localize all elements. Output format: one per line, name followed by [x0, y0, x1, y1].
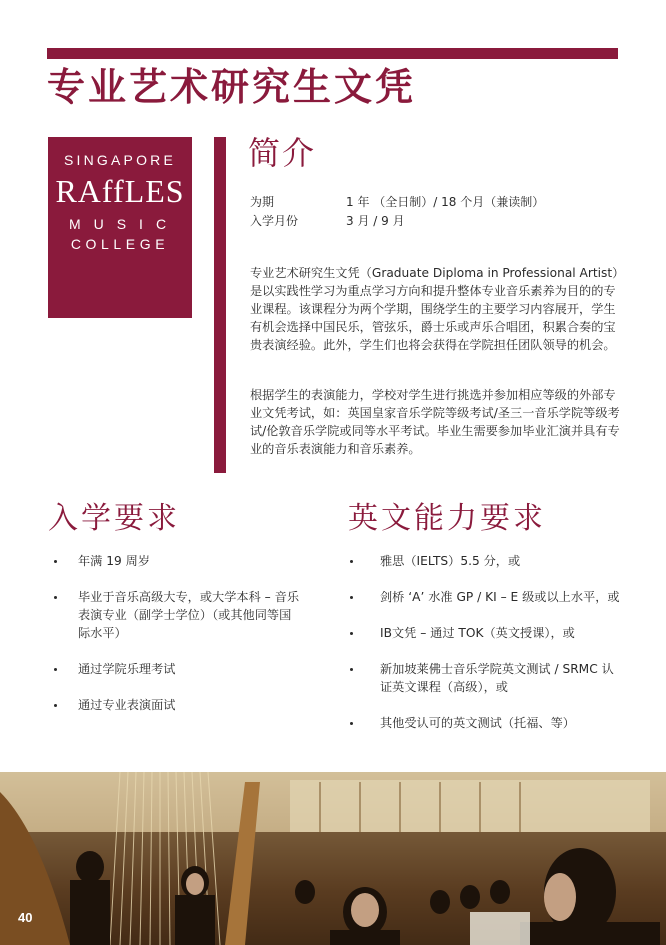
page-title: 专业艺术研究生文凭 — [47, 64, 417, 109]
admission-heading: 入学要求 — [48, 501, 180, 536]
list-item: 毕业于音乐高级大专，或大学本科 – 音乐表演专业（副学士学位）（或其他同等国际水平） — [52, 588, 302, 642]
english-list — [348, 552, 620, 750]
list-item: 新加坡莱佛士音乐学院英文测试 / SRMC 认证英文课程（高级），或 — [348, 660, 620, 696]
logo-text-college: COLLEGE — [70, 236, 170, 252]
logo-text-music: MUSIC — [68, 216, 180, 232]
list-item: IB文凭 – 通过 TOK（英文授课），或 — [348, 624, 620, 642]
list-item: 年满 19 周岁 — [52, 552, 302, 570]
admission-list — [52, 552, 302, 732]
course-info — [250, 193, 544, 231]
list-item: 其他受认可的英文测试（托福、等） — [348, 714, 620, 732]
list-item: 通过学院乐理考试 — [52, 660, 302, 678]
top-accent-bar — [47, 48, 618, 59]
intro-paragraph-2: 根据学生的表演能力，学校对学生进行挑选并参加相应等级的外部专业文凭考试，如：英国皇家音乐学院等级考试/圣三一音乐学院等级考试/伦敦音乐学院或同等水平考试。毕业生需要参加毕业汇演并具有专业的音乐表演能力和音乐素养。 — [250, 388, 620, 456]
logo-text-raffles: RAffLES — [55, 173, 185, 209]
duration-row — [250, 193, 544, 212]
intro-heading: 简介 — [248, 134, 317, 172]
vertical-accent-bar — [214, 137, 226, 473]
duration-value: 1 年 （全日制）/ 18 个月（兼读制） — [346, 195, 545, 209]
duration-label: 为期 — [250, 195, 275, 209]
intake-row — [250, 212, 544, 231]
logo-text-singapore: SINGAPORE — [63, 152, 177, 168]
list-item: 剑桥 ‘A’ 水准 GP / KI – E 级或以上水平，或 — [348, 588, 620, 606]
list-item: 雅思（IELTS）5.5 分，或 — [348, 552, 620, 570]
intro-paragraph-1: 专业艺术研究生文凭（Graduate Diploma in Professional Artist）是以实践性学习为重点学习方向和提升整体专业音乐素养为目的的专业课程。该课程分为两个学期，围绕学生的主要学习内容展开，学生有机会选择中国民乐，管弦乐，爵士乐或声乐合唱团，积累合奏的宝贵表演经验。此外，学生们也将会获得在学院担任团队领导的机会。 — [250, 266, 619, 352]
english-heading: 英文能力要求 — [348, 501, 546, 536]
intake-label: 入学月份 — [250, 214, 299, 228]
page-number: 40 — [18, 910, 33, 925]
list-item: 通过专业表演面试 — [52, 696, 302, 714]
orchestra-illustration — [0, 772, 666, 945]
intake-value: 3 月 / 9 月 — [346, 214, 405, 228]
orchestra-photo — [0, 772, 666, 945]
college-logo — [48, 137, 192, 318]
